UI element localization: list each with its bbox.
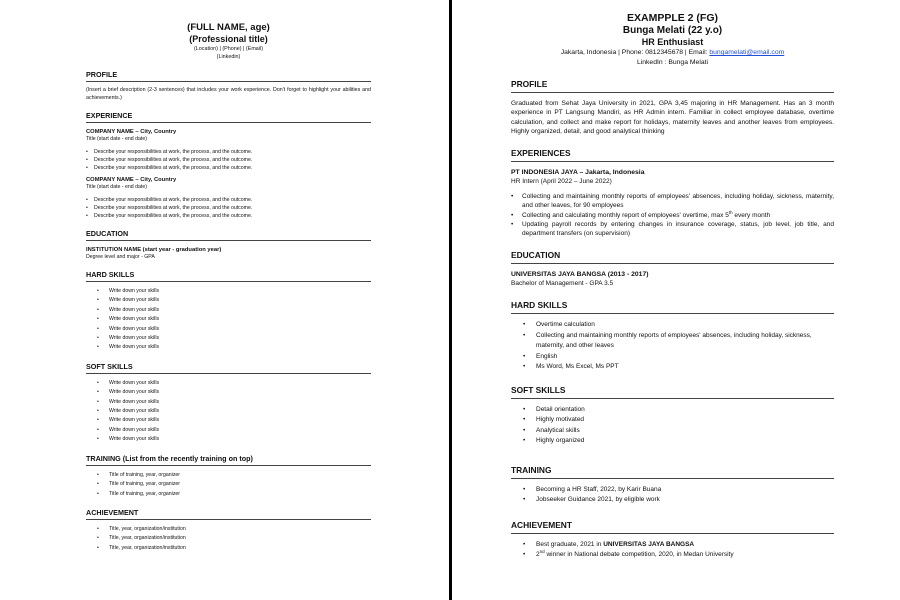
example-contact — [511, 48, 834, 58]
experience-heading: EXPERIENCES — [511, 148, 834, 162]
achievement-heading: ACHIEVEMENT — [86, 508, 371, 520]
list-item: • Write down your skills — [86, 426, 371, 435]
hard-skills-heading: HARD SKILLS — [86, 270, 371, 282]
bullet-text: Best graduate, 2021 in — [536, 540, 604, 548]
achievement-heading: ACHIEVEMENT — [511, 520, 834, 534]
list-item — [511, 211, 834, 220]
list-item: • Write down your skills — [86, 325, 371, 334]
list-item: • Title, year, organization/institution — [86, 544, 371, 553]
profile-text: (Insert a brief description (2-3 sentences) that includes your work experience. Don't forget to highlight your abilities and achievements.) — [86, 87, 371, 101]
company-line: PT INDONESIA JAYA – Jakarta, Indonesia — [511, 169, 645, 177]
hard-skills-list — [511, 320, 834, 373]
soft-skills-list — [86, 379, 371, 445]
list-item: • Write down your skills — [86, 407, 371, 416]
list-item: • Describe your responsibilities at work, the process, and the outcome. — [86, 204, 371, 212]
degree-line: Bachelor of Management - GPA 3.5 — [511, 280, 614, 288]
training-heading: TRAINING (List from the recently training on top) — [86, 454, 371, 466]
list-item: • Write down your skills — [86, 315, 371, 324]
full-name-placeholder: (FULL NAME, age) — [187, 22, 270, 33]
list-item: • Collecting and maintaining monthly reports of employees' absences, including holiday, sickness, maternity, and other leaves — [511, 331, 834, 352]
list-item: • Title of training, year, organizer — [86, 471, 371, 480]
list-item — [511, 540, 834, 551]
list-item: • Write down your skills — [86, 379, 371, 388]
training-list — [511, 485, 834, 506]
superscript: nd — [539, 549, 545, 555]
bullet-text: 2 — [536, 551, 540, 559]
soft-skills-list — [511, 405, 834, 447]
training-list — [86, 471, 371, 499]
profile-heading: PROFILE — [86, 70, 371, 82]
job-title-line: Title (start date - end date) — [86, 136, 147, 142]
superscript: th — [728, 209, 733, 215]
hard-skills-list — [86, 287, 371, 353]
list-item: • Describe your responsibilities at work, the process, and the outcome. — [86, 212, 371, 220]
job-title-line: HR Intern (April 2022 – June 2022) — [511, 178, 612, 186]
job-title-line: Title (start date - end date) — [86, 184, 147, 190]
example-page — [452, 0, 900, 600]
list-item: • English — [511, 352, 834, 363]
list-item: • Write down your skills — [86, 388, 371, 397]
bullet-text: winner in National debate competition, 2020, in Medan University — [544, 551, 734, 559]
list-item: • Write down your skills — [86, 306, 371, 315]
list-item: • Ms Word, Ms Excel, Ms PPT — [511, 362, 834, 373]
institution-line: INSTITUTION NAME (start year - graduation year) — [86, 247, 222, 253]
training-heading: TRAINING — [511, 465, 834, 479]
list-item: • Write down your skills — [86, 334, 371, 343]
list-item: • Write down your skills — [86, 435, 371, 444]
example-linkedin: LinkedIn : Bunga Melati — [636, 58, 709, 66]
list-item: • Highly organized — [511, 436, 834, 447]
job-entry — [86, 176, 371, 220]
job-bullets — [86, 196, 371, 220]
professional-title-placeholder: (Professional title) — [189, 34, 268, 44]
example-title: EXAMPPLE 2 (FG) — [626, 12, 718, 24]
list-item: • Title, year, organization/institution — [86, 534, 371, 543]
job-entry — [86, 128, 371, 172]
bold-text: UNIVERSITAS JAYA BANGSA — [603, 540, 695, 548]
list-item: • Describe your responsibilities at work, the process, and the outcome. — [86, 148, 371, 156]
list-item: • Becoming a HR Staff, 2022, by Karir Buana — [511, 485, 834, 496]
company-line: COMPANY NAME – City, Country — [86, 129, 177, 135]
contact-placeholder: (Location) | (Phone) | (Email) — [193, 46, 263, 52]
soft-skills-heading: SOFT SKILLS — [86, 362, 371, 374]
list-item: • Title of training, year, organizer — [86, 490, 371, 499]
education-heading: EDUCATION — [511, 250, 834, 264]
list-item: • Write down your skills — [86, 287, 371, 296]
list-item: • Write down your skills — [86, 296, 371, 305]
education-heading: EDUCATION — [86, 229, 371, 241]
job-bullets — [86, 148, 371, 172]
template-header — [86, 22, 371, 61]
list-item: • Title of training, year, organizer — [86, 480, 371, 489]
list-item: • Updating payroll records by entering changes in insurance coverage, status, job level, job title, and department transfers (on supervision) — [511, 220, 834, 238]
list-item: • Write down your skills — [86, 398, 371, 407]
degree-line: Degree level and major - GPA — [86, 254, 155, 260]
achievement-list — [511, 540, 834, 561]
email-link[interactable]: bungamelati@email.com — [709, 49, 785, 56]
list-item: • Describe your responsibilities at work, the process, and the outcome. — [86, 156, 371, 164]
contact-text: Jakarta, Indonesia | Phone: 0812345678 | Email: — [560, 49, 710, 56]
list-item: • Jobseeker Guidance 2021, by eligible work — [511, 495, 834, 506]
achievement-list — [86, 525, 371, 553]
list-item: • Describe your responsibilities at work, the process, and the outcome. — [86, 164, 371, 172]
list-item: • Highly motivated — [511, 415, 834, 426]
job-bullets — [511, 192, 834, 238]
template-page — [0, 0, 449, 600]
list-item: • Write down your skills — [86, 343, 371, 352]
soft-skills-heading: SOFT SKILLS — [511, 385, 834, 399]
example-header — [511, 12, 834, 67]
linkedin-placeholder: (Linkedin) — [216, 54, 241, 60]
list-item: • Title, year, organization/institution — [86, 525, 371, 534]
example-name: Bunga Melati (22 y.o) — [622, 25, 723, 36]
institution-line: UNIVERSITAS JAYA BANGSA (2013 - 2017) — [511, 271, 649, 279]
profile-text: Graduated from Sehat Jaya University in 2021, GPA 3,45 majoring in HR Management. Has an 3 month experience in PT Langsung Mandiri, as HR Admin intern. Familiar in collect employee database, overtime calculation, and collect and make report for holidays, maternity leaves and another leaves from employees. Highly organized, detail, and good analytical thinking — [511, 100, 834, 135]
company-line: COMPANY NAME – City, Country — [86, 177, 177, 183]
example-professional-title: HR Enthusiast — [641, 37, 704, 47]
list-item: • Detail orientation — [511, 405, 834, 416]
list-item: • Overtime calculation — [511, 320, 834, 331]
list-item: • Write down your skills — [86, 416, 371, 425]
experience-heading: EXPERIENCE — [86, 111, 371, 123]
list-item — [511, 550, 834, 561]
bullet-text: every month — [732, 211, 771, 219]
hard-skills-heading: HARD SKILLS — [511, 300, 834, 314]
bullet-text: Collecting and calculating monthly report of employees' overtime, max 5 — [522, 211, 729, 219]
list-item: • Describe your responsibilities at work, the process, and the outcome. — [86, 196, 371, 204]
list-item: • Analytical skills — [511, 426, 834, 437]
list-item: • Collecting and maintaining monthly reports of employees' absences, including holiday, sickness, maternity, and other leaves, for 90 employees — [511, 192, 834, 210]
profile-heading: PROFILE — [511, 79, 834, 93]
